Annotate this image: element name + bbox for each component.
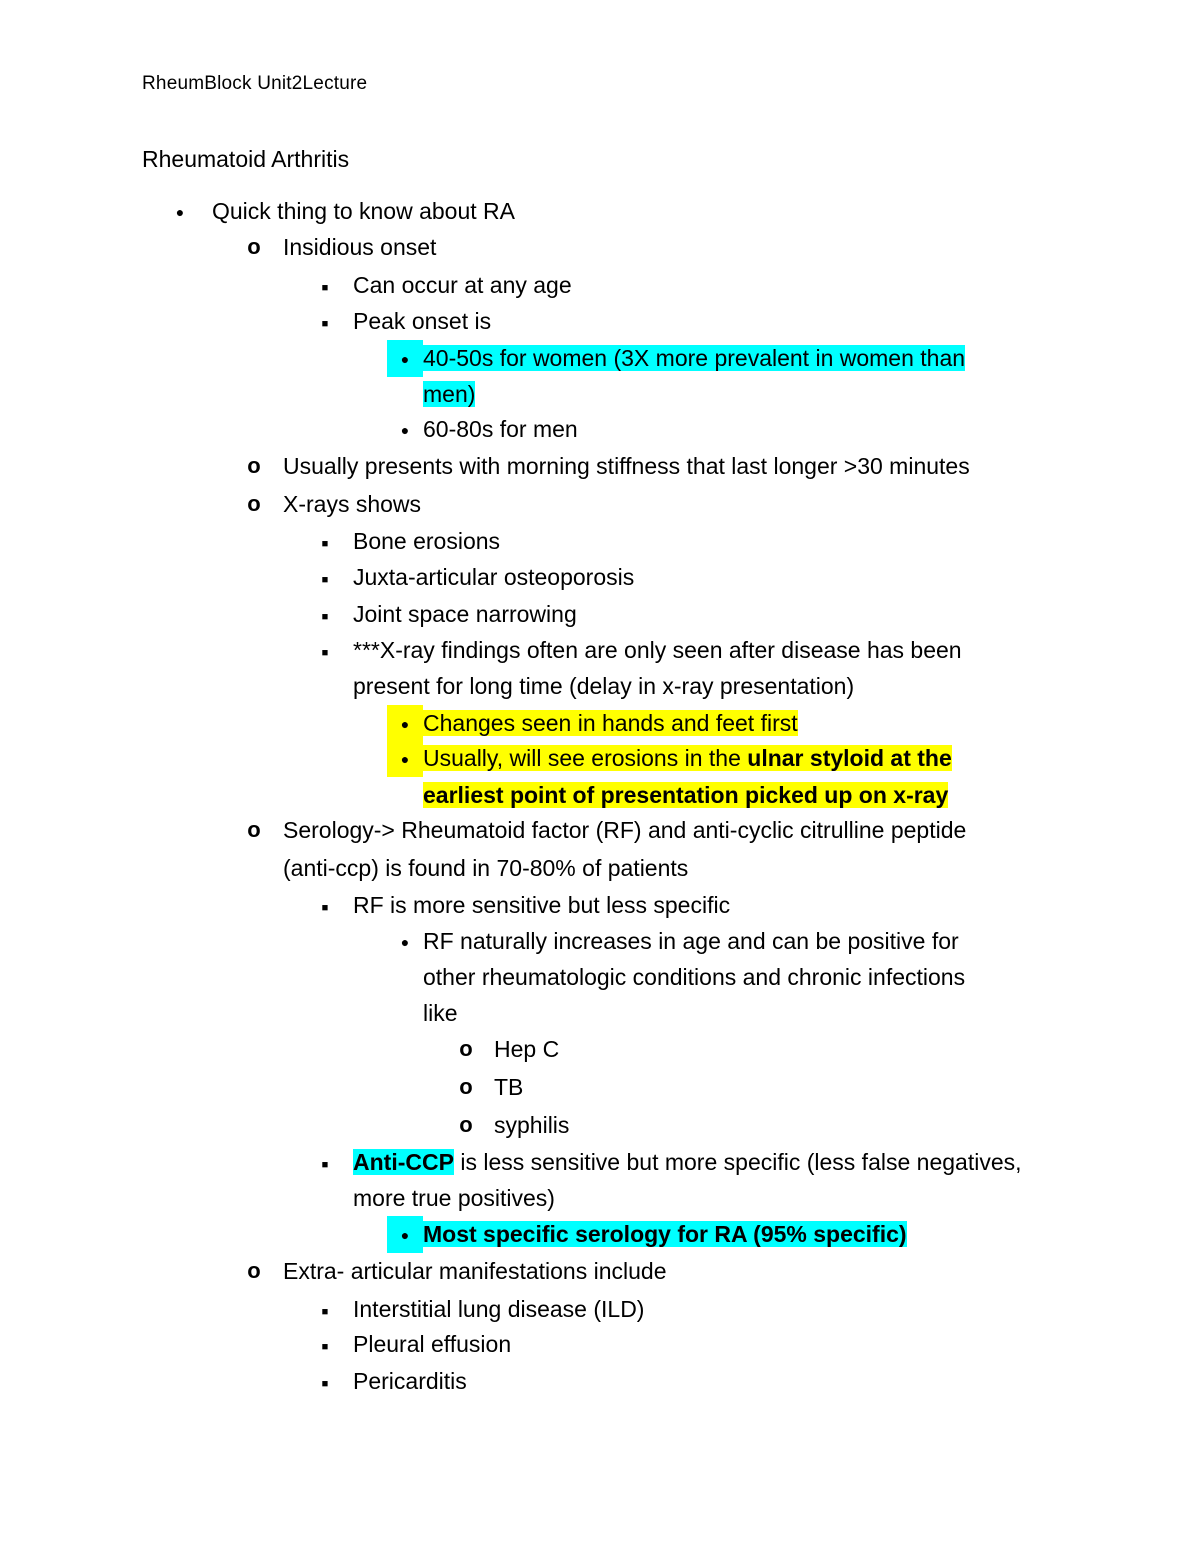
bullet-square bbox=[313, 596, 337, 635]
list-item: Interstitial lung disease (ILD) bbox=[353, 1296, 645, 1322]
list-item bbox=[423, 376, 475, 412]
list-item bbox=[423, 1216, 907, 1252]
bullet-square bbox=[313, 632, 337, 671]
highlighted-text: Anti-CCP bbox=[353, 1149, 454, 1175]
bullet-disc bbox=[387, 740, 423, 777]
bullet-disc bbox=[387, 340, 423, 377]
list-item bbox=[423, 705, 798, 741]
highlighted-text: 40-50s for women (3X more prevalent in women than bbox=[423, 345, 966, 371]
list-item: X-rays shows bbox=[283, 491, 422, 517]
text-span: is less sensitive but more specific (less false negatives, bbox=[453, 1149, 1022, 1175]
bullet-circle bbox=[454, 1069, 478, 1106]
bullet-disc bbox=[387, 923, 423, 960]
list-item: TB bbox=[494, 1074, 524, 1100]
list-item: ***X-ray findings often are only seen after disease has been bbox=[353, 637, 962, 663]
list-item: RF is more sensitive but less specific bbox=[353, 892, 731, 918]
list-item: Hep C bbox=[494, 1036, 560, 1062]
list-item: 60-80s for men bbox=[423, 416, 578, 442]
list-item: Pericarditis bbox=[353, 1368, 467, 1394]
bullet-disc bbox=[168, 193, 192, 230]
list-item: Bone erosions bbox=[353, 528, 501, 554]
bullet-square bbox=[313, 1144, 337, 1183]
list-item: Peak onset is bbox=[353, 308, 492, 334]
list-item: Pleural effusion bbox=[353, 1331, 512, 1357]
list-item: (anti-ccp) is found in 70-80% of patients bbox=[283, 855, 689, 881]
list-item: Insidious onset bbox=[283, 234, 437, 260]
list-item: Serology-> Rheumatoid factor (RF) and anti-cyclic citrulline peptide bbox=[283, 817, 967, 843]
list-item: Extra- articular manifestations include bbox=[283, 1258, 667, 1284]
bullet-disc bbox=[387, 1216, 423, 1253]
list-item bbox=[423, 740, 952, 776]
bullet-circle bbox=[242, 448, 266, 485]
bullet-square bbox=[313, 267, 337, 306]
list-item: syphilis bbox=[494, 1112, 570, 1138]
page-title: Rheumatoid Arthritis bbox=[142, 146, 350, 172]
bullet-square bbox=[313, 303, 337, 342]
bullet-square bbox=[313, 1291, 337, 1330]
page-header: RheumBlock Unit2Lecture bbox=[142, 73, 368, 94]
list-item: Can occur at any age bbox=[353, 272, 572, 298]
list-item: present for long time (delay in x-ray presentation) bbox=[353, 673, 855, 699]
bullet-circle bbox=[242, 229, 266, 266]
bullet-circle bbox=[242, 1253, 266, 1290]
list-item: like bbox=[423, 1000, 458, 1026]
bullet-square bbox=[313, 887, 337, 926]
list-item: other rheumatologic conditions and chronic infections bbox=[423, 964, 966, 990]
highlighted-text: men) bbox=[423, 381, 476, 407]
highlighted-text: Changes seen in hands and feet first bbox=[423, 710, 798, 736]
bullet-square bbox=[313, 559, 337, 598]
list-item bbox=[423, 340, 965, 376]
highlighted-text: earliest point of presentation picked up on x-ray bbox=[423, 782, 949, 808]
text-span: Usually, will see erosions in the bbox=[423, 745, 748, 771]
bullet-circle bbox=[242, 812, 266, 849]
highlighted-text bbox=[423, 745, 952, 771]
list-item: Quick thing to know about RA bbox=[212, 198, 515, 224]
list-item: Usually presents with morning stiffness that last longer >30 minutes bbox=[283, 453, 970, 479]
bullet-circle bbox=[454, 1107, 478, 1144]
list-item: Joint space narrowing bbox=[353, 601, 577, 627]
list-item bbox=[423, 777, 948, 813]
list-item bbox=[353, 1144, 1022, 1180]
list-item: RF naturally increases in age and can be positive for bbox=[423, 928, 959, 954]
bullet-circle bbox=[454, 1031, 478, 1068]
bullet-square bbox=[313, 523, 337, 562]
bold-text: ulnar styloid at the bbox=[747, 745, 952, 771]
bullet-square bbox=[313, 1363, 337, 1402]
bullet-disc bbox=[387, 411, 423, 448]
bullet-square bbox=[313, 1326, 337, 1365]
bullet-disc bbox=[387, 705, 423, 742]
highlighted-text: Most specific serology for RA (95% specific) bbox=[423, 1221, 907, 1247]
bullet-circle bbox=[242, 486, 266, 523]
list-item: more true positives) bbox=[353, 1185, 555, 1211]
list-item: Juxta-articular osteoporosis bbox=[353, 564, 635, 590]
